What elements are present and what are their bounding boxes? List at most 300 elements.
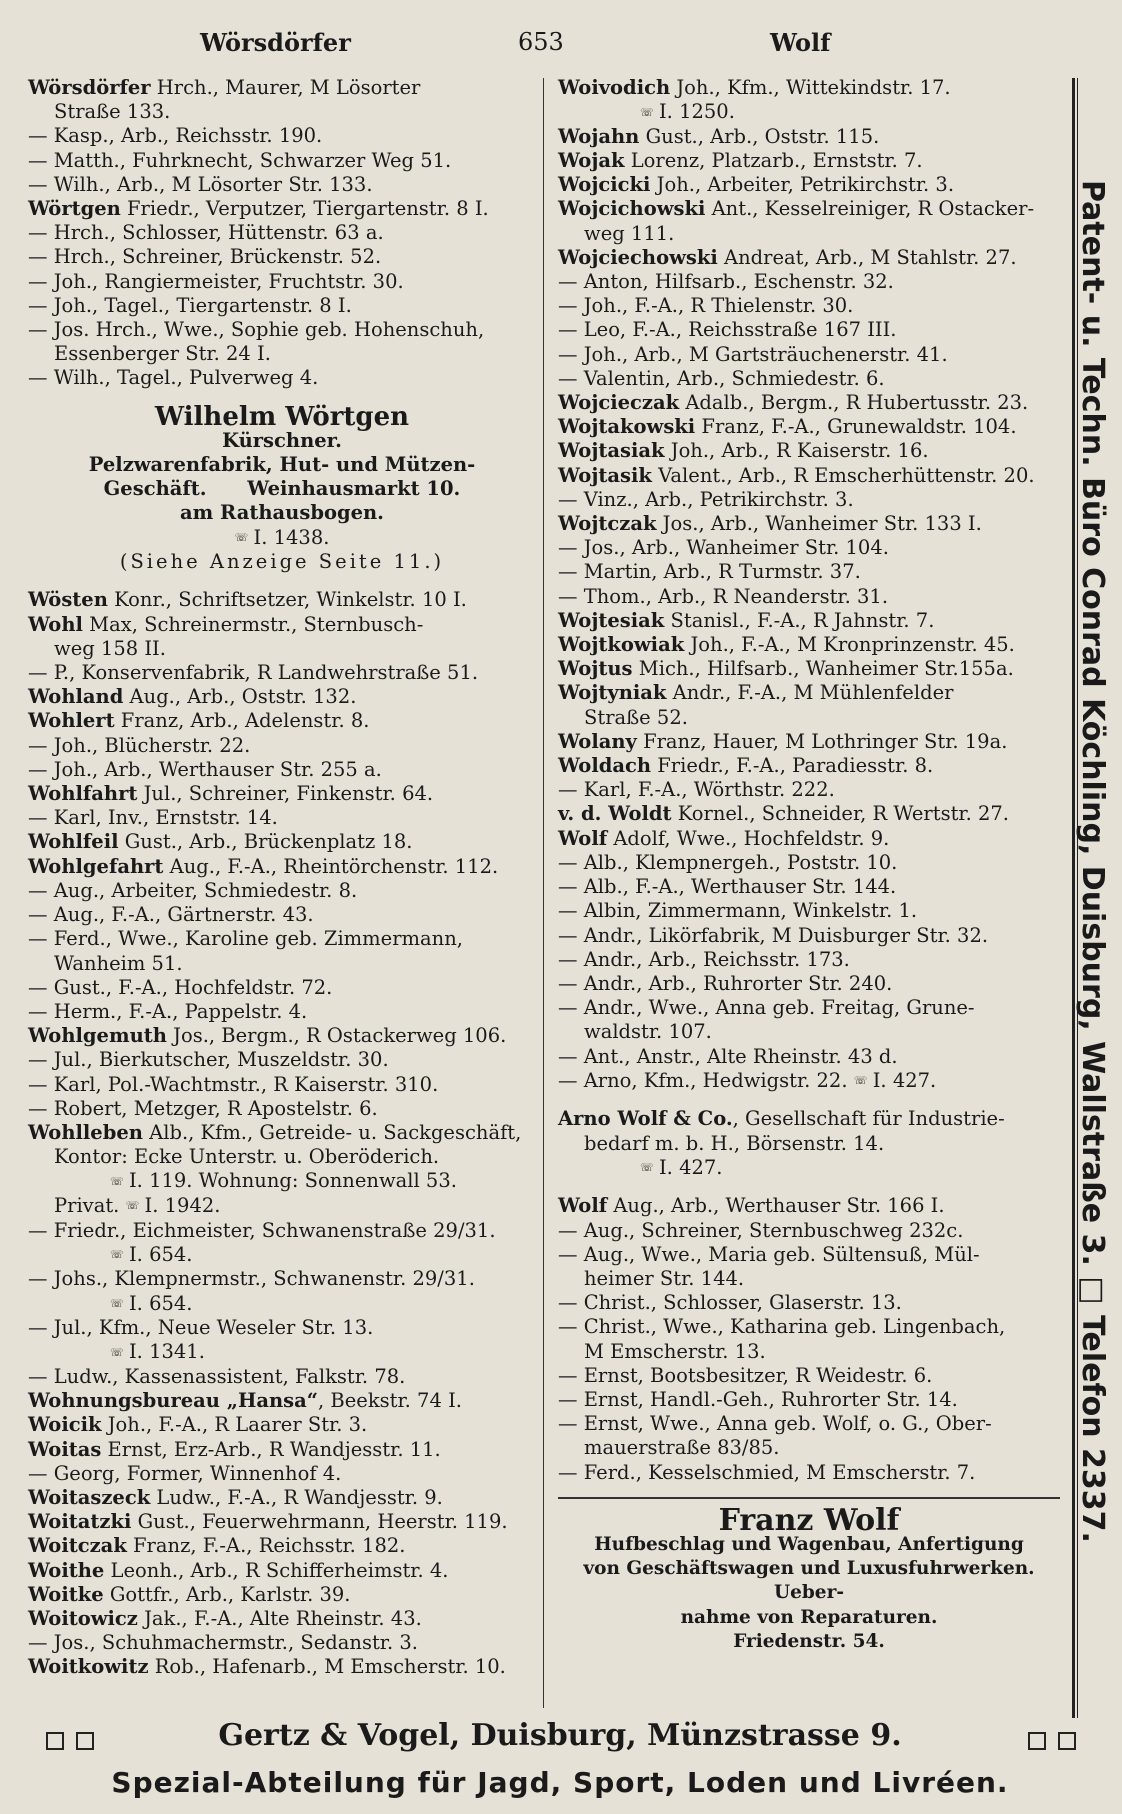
directory-entry	[558, 439, 1060, 463]
directory-entry	[28, 685, 536, 709]
directory-entry	[558, 924, 1060, 948]
directory-entry	[28, 1340, 536, 1365]
entry-text: — Wilh., Tagel., Pulverweg 4.	[28, 366, 319, 390]
entry-text: — Martin, Arb., R Turmstr. 37.	[558, 560, 861, 584]
entry-text: — Arno, Kfm., Hedwigstr. 22.	[558, 1068, 848, 1092]
directory-entry	[28, 1607, 536, 1631]
directory-entry	[28, 366, 536, 390]
entry-surname: Wohlgemuth	[28, 1024, 167, 1048]
directory-entry	[28, 1534, 536, 1558]
entry-surname: Wojtkowiak	[558, 633, 685, 657]
phone-icon: ☏	[110, 1248, 123, 1262]
ad-franz-line4: Friedenstr. 54.	[733, 1630, 885, 1652]
entry-text: — Leo, F.-A., Reichsstraße 167 III.	[558, 318, 897, 342]
entry-text: Adalb., Bergm., R Hubertusstr. 23.	[679, 391, 1029, 415]
directory-entry	[28, 1486, 536, 1510]
directory-entry	[28, 1365, 536, 1389]
right-column	[558, 76, 1060, 1654]
directory-entry	[28, 1583, 536, 1607]
directory-entry	[28, 927, 536, 951]
entry-text: Franz, F.-A., Grunewaldstr. 104.	[695, 415, 1017, 439]
ad-franz-line3: nahme von Reparaturen.	[680, 1606, 938, 1628]
page-header	[0, 22, 1122, 62]
directory-entry	[558, 1267, 1060, 1291]
entry-text: — Jul., Bierkutscher, Muszeldstr. 30.	[28, 1048, 389, 1072]
directory-entry	[558, 875, 1060, 899]
directory-entry	[558, 948, 1060, 972]
entry-text: Gust., Arb., Brückenplatz 18.	[118, 830, 413, 854]
entry-text: Joh., F.-A., R Laarer Str. 3.	[101, 1413, 368, 1437]
directory-entry	[558, 1364, 1060, 1388]
ad-woertgen-name: Wilhelm Wörtgen	[154, 401, 410, 432]
entry-text: — Alb., F.-A., Werthauser Str. 144.	[558, 875, 897, 899]
directory-entry	[28, 952, 536, 976]
entry-text: — Herm., F.-A., Pappelstr. 4.	[28, 999, 308, 1023]
entry-text: — Ernst, Wwe., Anna geb. Wolf, o. G., Ober-	[558, 1412, 992, 1436]
entry-text: — Jul., Kfm., Neue Weseler Str. 13.	[28, 1316, 374, 1340]
directory-entry	[558, 1291, 1060, 1315]
entry-surname: Woitas	[28, 1437, 102, 1461]
entry-surname: Woicik	[28, 1413, 102, 1437]
entry-text: Wanheim 51.	[54, 951, 183, 975]
ad-woertgen-phone: I. 1438.	[253, 525, 330, 549]
entry-text: Franz, Arb., Adelenstr. 8.	[114, 709, 370, 733]
directory-entry	[28, 270, 536, 294]
directory-entry	[558, 1436, 1060, 1460]
entry-surname: Wohland	[28, 685, 124, 709]
ad-arno-text: , Gesellschaft für Industrie-	[732, 1107, 1005, 1131]
ad-franz-line2: von Geschäftswagen und Luxusfuhrwerken. Ueber-	[583, 1558, 1035, 1604]
entry-text: Aug., F.-A., Rheintörchenstr. 112.	[163, 854, 499, 878]
entry-text: Kontor: Ecke Unterstr. u. Oberöderich.	[54, 1145, 440, 1169]
entry-text: — Aug., Arbeiter, Schmiedestr. 8.	[28, 878, 358, 902]
entry-text: — Joh., Rangiermeister, Fruchtstr. 30.	[28, 269, 404, 293]
directory-entry	[558, 76, 1060, 100]
directory-entry	[28, 903, 536, 927]
entry-surname: Wojtesiak	[558, 608, 665, 632]
directory-entry	[558, 512, 1060, 536]
ad-arno-line2: bedarf m. b. H., Börsenstr. 14.	[584, 1131, 885, 1155]
entry-text: Kornel., Schneider, R Wertstr. 27.	[671, 802, 1010, 826]
left-entries-2	[28, 588, 536, 1679]
ad-woertgen-line1: Kürschner.	[222, 428, 342, 452]
entry-surname: Woitczak	[28, 1534, 127, 1558]
entry-text: — Kasp., Arb., Reichsstr. 190.	[28, 124, 323, 148]
entry-surname: Woldach	[558, 754, 652, 778]
entry-text: — Joh., Arb., M Gartsträuchenerstr. 41.	[558, 342, 948, 366]
square-icon	[1058, 1732, 1076, 1750]
directory-entry	[28, 294, 536, 318]
directory-entry	[558, 899, 1060, 923]
entry-text: — Karl, Inv., Ernststr. 14.	[28, 806, 278, 830]
entry-text: Valent., Arb., R Emscherhüttenstr. 20.	[651, 463, 1035, 487]
entry-text: Essenberger Str. 24 I.	[54, 342, 271, 366]
entry-phone: I. 1942.	[138, 1193, 221, 1217]
entry-text: Andreat, Arb., M Stahlstr. 27.	[717, 245, 1017, 269]
directory-entry	[558, 1388, 1060, 1412]
directory-entry	[558, 1412, 1060, 1436]
entry-text: — Karl, Pol.-Wachtmstr., R Kaiserstr. 310.	[28, 1072, 439, 1096]
directory-entry	[558, 681, 1060, 705]
directory-entry	[558, 343, 1060, 367]
ad-arno-phone-row	[558, 1156, 1060, 1181]
entry-surname: Wojcicki	[558, 173, 651, 197]
directory-entry	[28, 879, 536, 903]
entry-text: — Joh., Tagel., Tiergartenstr. 8 I.	[28, 293, 352, 317]
entry-text: — Jos., Arb., Wanheimer Str. 104.	[558, 536, 889, 560]
entry-text: Jos., Bergm., R Ostackerweg 106.	[166, 1024, 507, 1048]
entry-surname: Wojtus	[558, 657, 633, 681]
entry-surname: Wohlfeil	[28, 830, 119, 854]
ad-franz-wolf	[558, 1502, 1060, 1654]
entry-text: — Johs., Klempnermstr., Schwanenstr. 29/31.	[28, 1267, 475, 1291]
entry-text: — Joh., F.-A., R Thielenstr. 30.	[558, 294, 854, 318]
entry-text: — Georg, Former, Winnenhof 4.	[28, 1461, 342, 1485]
directory-entry	[558, 585, 1060, 609]
directory-entry	[28, 1097, 536, 1121]
directory-entry	[28, 1000, 536, 1024]
entry-text: Gust., Feuerwehrmann, Heerstr. 119.	[131, 1510, 508, 1534]
separator-rule	[558, 1497, 1060, 1499]
entry-text: — Ludw., Kassenassistent, Falkstr. 78.	[28, 1364, 406, 1388]
entry-text: Mich., Hilfsarb., Wanheimer Str.155a.	[632, 657, 1014, 681]
directory-entry	[558, 1243, 1060, 1267]
entry-text: — Ernst, Bootsbesitzer, R Weidestr. 6.	[558, 1363, 933, 1387]
entry-text: Jak., F.-A., Alte Rheinstr. 43.	[137, 1606, 422, 1630]
entry-text: — Alb., Klempnergeh., Poststr. 10.	[558, 850, 898, 874]
entry-surname: Woithe	[28, 1558, 105, 1582]
header-right-keyword: Wolf	[770, 28, 831, 57]
entry-surname: Wojtakowski	[558, 415, 696, 439]
ad-woertgen-line3: Geschäft. Weinhausmarkt 10.	[103, 477, 461, 501]
entry-text: I. 1250.	[658, 100, 735, 124]
entry-text: Friedr., Verputzer, Tiergartenstr. 8 I.	[120, 197, 489, 221]
directory-entry	[558, 1219, 1060, 1243]
directory-entry	[28, 1655, 536, 1679]
directory-entry	[28, 830, 536, 854]
directory-entry	[558, 173, 1060, 197]
directory-entry	[558, 802, 1060, 826]
entry-text: — Vinz., Arb., Petrikirchstr. 3.	[558, 487, 854, 511]
directory-entry	[28, 318, 536, 342]
entry-text: — Andr., Arb., Reichsstr. 173.	[558, 947, 850, 971]
directory-entry	[558, 197, 1060, 221]
directory-entry	[28, 855, 536, 879]
entry-text: — Anton, Hilfsarb., Eschenstr. 32.	[558, 270, 894, 294]
entry-text: — Joh., Blücherstr. 22.	[28, 733, 251, 757]
directory-entry	[28, 1048, 536, 1072]
entry-text: heimer Str. 144.	[584, 1266, 745, 1290]
entry-text: Adolf, Wwe., Hochfeldstr. 9.	[607, 826, 890, 850]
directory-entry	[28, 1024, 536, 1048]
ad-arno-phone: I. 427.	[658, 1155, 723, 1179]
directory-entry	[558, 609, 1060, 633]
directory-entry	[28, 1169, 536, 1194]
directory-entry	[558, 657, 1060, 681]
directory-entry	[558, 1194, 1060, 1218]
directory-entry	[558, 560, 1060, 584]
directory-entry	[558, 706, 1060, 730]
entry-text: I. 119. Wohnung: Sonnenwall 53.	[128, 1169, 457, 1193]
entry-surname: Wösten	[28, 588, 108, 612]
entry-surname: Wörtgen	[28, 197, 121, 221]
entry-surname: Woitaszeck	[28, 1485, 151, 1509]
entry-text: — Ant., Anstr., Alte Rheinstr. 43 d.	[558, 1044, 898, 1068]
entry-text: Lorenz, Platzarb., Ernststr. 7.	[624, 149, 923, 172]
entry-text: Rob., Hafenarb., M Emscherstr. 10.	[148, 1655, 506, 1679]
entry-text: Franz, F.-A., Reichsstr. 182.	[126, 1534, 406, 1558]
phone-icon: ☏	[110, 1345, 123, 1359]
square-icon	[1028, 1732, 1046, 1750]
directory-entry	[28, 149, 536, 173]
entry-text: I. 1341.	[128, 1340, 205, 1364]
entry-text: Aug., Arb., Werthauser Str. 166 I.	[607, 1194, 945, 1218]
ad-woertgen	[28, 401, 536, 575]
side-banner-text: Patent- u. Techn. Büro Conrad Köchling, Duisburg, Wallstraße 3. □ Telefon 2337.	[1075, 180, 1110, 1543]
entry-text: waldstr. 107.	[584, 1020, 712, 1044]
directory-entry	[28, 637, 536, 661]
directory-entry	[558, 1461, 1060, 1485]
directory-entry	[558, 488, 1060, 512]
directory-entry	[558, 367, 1060, 391]
entry-surname: Wojtasik	[558, 463, 652, 487]
phone-icon: ☏	[125, 1199, 139, 1213]
header-left-keyword: Wörsdörfer	[200, 28, 351, 57]
entry-text: I. 654.	[128, 1291, 193, 1315]
entry-text: — Ferd., Wwe., Karoline geb. Zimmermann,	[28, 927, 463, 951]
right-entries-1	[558, 76, 1060, 1093]
entry-surname: Wolf	[558, 1194, 608, 1218]
directory-entry	[28, 734, 536, 758]
entry-text: — Friedr., Eichmeister, Schwanenstraße 29/31.	[28, 1218, 496, 1242]
footer-advert	[0, 1718, 1122, 1814]
entry-surname: Wohlfahrt	[28, 782, 138, 806]
directory-entry	[28, 221, 536, 245]
directory-entry	[28, 1121, 536, 1145]
entry-text: — Thom., Arb., R Neanderstr. 31.	[558, 584, 889, 608]
entry-text: — Hrch., Schlosser, Hüttenstr. 63 a.	[28, 221, 384, 245]
directory-entry	[558, 100, 1060, 125]
directory-entry	[558, 125, 1060, 149]
entry-text: Leonh., Arb., R Schifferheimstr. 4.	[104, 1558, 449, 1582]
directory-entry	[28, 124, 536, 148]
entry-text: Ernst, Erz-Arb., R Wandjesstr. 11.	[101, 1437, 441, 1461]
entry-text: — Jos. Hrch., Wwe., Sophie geb. Hohenschuh,	[28, 318, 485, 342]
directory-entry	[558, 318, 1060, 342]
entry-text: — Joh., Arb., Werthauser Str. 255 a.	[28, 757, 382, 781]
directory-entry	[558, 294, 1060, 318]
entry-text: Jos., Arb., Wanheimer Str. 133 I.	[656, 512, 982, 536]
entry-text: — Gust., F.-A., Hochfeldstr. 72.	[28, 975, 333, 999]
ad-arno-wolf	[558, 1107, 1060, 1180]
entry-text: — Matth., Fuhrknecht, Schwarzer Weg 51.	[28, 148, 452, 172]
entry-text: Hrch., Maurer, M Lösorter	[150, 76, 421, 99]
phone-icon: ☏	[640, 105, 653, 119]
entry-text: — Aug., Schreiner, Sternbuschweg 232c.	[558, 1218, 964, 1242]
entry-text: Straße 52.	[584, 705, 688, 729]
entry-text: — Jos., Schuhmachermstr., Sedanstr. 3.	[28, 1631, 418, 1655]
entry-text: — Karl, F.-A., Wörthstr. 222.	[558, 778, 835, 802]
ad-arno-name: Arno Wolf & Co.	[558, 1107, 733, 1131]
directory-entry	[28, 1316, 536, 1340]
entry-text: — Christ., Schlosser, Glaserstr. 13.	[558, 1291, 902, 1315]
directory-entry	[28, 709, 536, 733]
entry-text: Aug., Arb., Oststr. 132.	[123, 685, 357, 709]
left-entries-1	[28, 76, 536, 391]
entry-surname: Wojciechowski	[558, 245, 718, 269]
entry-text: — Aug., Wwe., Maria geb. Sültensuß, Mül-	[558, 1242, 980, 1266]
entry-surname: Wohl	[28, 612, 83, 636]
entry-text: Joh., Kfm., Wittekindstr. 17.	[670, 76, 951, 99]
footer-line1: Gertz & Vogel, Duisburg, Münzstrasse 9.	[218, 1718, 902, 1753]
entry-surname: Wolf	[558, 826, 608, 850]
directory-entry	[558, 1069, 1060, 1094]
directory-entry	[28, 245, 536, 269]
directory-entry	[28, 100, 536, 124]
directory-entry	[28, 1559, 536, 1583]
directory-entry	[28, 782, 536, 806]
directory-entry	[28, 1243, 536, 1268]
entry-surname: Wojahn	[558, 124, 640, 148]
footer-squares-right	[1022, 1730, 1082, 1750]
ad-franz-line1: Hufbeschlag und Wagenbau, Anfertigung	[594, 1533, 1024, 1555]
entry-text: — Hrch., Schreiner, Brückenstr. 52.	[28, 245, 382, 269]
directory-entry	[28, 76, 536, 100]
directory-entry	[28, 588, 536, 612]
phone-icon: ☏	[110, 1174, 123, 1188]
entry-text: I. 654.	[128, 1242, 193, 1266]
entry-surname: Woitke	[28, 1582, 104, 1606]
directory-entry	[28, 197, 536, 221]
ad-arno-line1	[558, 1107, 1060, 1131]
directory-entry	[558, 415, 1060, 439]
ad-woertgen-line4: am Rathausbogen.	[180, 501, 384, 525]
directory-entry	[28, 661, 536, 685]
directory-entry	[558, 1315, 1060, 1339]
entry-text: — Wilh., Arb., M Lösorter Str. 133.	[28, 172, 373, 196]
directory-entry	[28, 173, 536, 197]
directory-entry	[28, 1389, 536, 1413]
entry-text: Ludw., F.-A., R Wandjesstr. 9.	[150, 1485, 443, 1509]
entry-surname: Wojcieczak	[558, 391, 680, 415]
directory-entry	[28, 342, 536, 366]
entry-surname: Woivodich	[558, 76, 671, 99]
phone-icon: ☏	[234, 531, 248, 545]
ad-woertgen-note: (Siehe Anzeige Seite 11.)	[119, 550, 445, 574]
entry-text: Stanisl., F.-A., R Jahnstr. 7.	[664, 608, 935, 632]
ad-woertgen-line2: Pelzwarenfabrik, Hut- und Mützen-	[88, 453, 476, 477]
page-number: 653	[518, 28, 564, 56]
directory-entry	[558, 222, 1060, 246]
entry-surname: Woitatzki	[28, 1510, 132, 1534]
directory-entry	[558, 536, 1060, 560]
directory-entry	[28, 1145, 536, 1169]
entry-surname: Woitkowitz	[28, 1655, 149, 1679]
directory-entry	[28, 1267, 536, 1291]
directory-entry	[558, 270, 1060, 294]
left-column	[28, 76, 536, 1680]
entry-surname: v. d. Woldt	[558, 802, 672, 826]
entry-surname: Wojtyniak	[558, 681, 667, 705]
entry-text: — Andr., Likörfabrik, M Duisburger Str. 32.	[558, 923, 989, 947]
directory-entry	[558, 754, 1060, 778]
entry-text: Joh., Arb., R Kaiserstr. 16.	[664, 439, 929, 463]
entry-text: Friedr., F.-A., Paradiesstr. 8.	[651, 754, 934, 778]
directory-entry	[558, 851, 1060, 875]
entry-text: — Ferd., Kesselschmied, M Emscherstr. 7.	[558, 1460, 976, 1484]
entry-surname: Wojcichowski	[558, 197, 706, 221]
entry-text: Jul., Schreiner, Finkenstr. 64.	[137, 782, 434, 806]
footer-line2: Spezial-Abteilung für Jagd, Sport, Loden und Livréen.	[111, 1766, 1009, 1799]
entry-text: — Valentin, Arb., Schmiedestr. 6.	[558, 366, 885, 390]
entry-text: — Aug., F.-A., Gärtnerstr. 43.	[28, 903, 314, 927]
ad-woertgen-phone-row	[28, 526, 536, 551]
entry-text: mauerstraße 83/85.	[584, 1436, 780, 1460]
directory-entry	[28, 1631, 536, 1655]
entry-text: M Emscherstr. 13.	[584, 1339, 766, 1363]
entry-surname: Wojtasiak	[558, 439, 665, 463]
phone-icon: ☏	[640, 1161, 653, 1175]
directory-entry	[558, 827, 1060, 851]
directory-entry	[558, 391, 1060, 415]
directory-entry	[28, 1510, 536, 1534]
directory-entry	[558, 996, 1060, 1020]
entry-text: Andr., F.-A., M Mühlenfelder	[666, 681, 954, 705]
directory-entry	[28, 1219, 536, 1243]
entry-text: weg 111.	[584, 221, 675, 245]
column-divider	[543, 78, 544, 1708]
entry-phone: I. 427.	[866, 1068, 937, 1092]
directory-entry	[28, 1292, 536, 1317]
entry-text: Privat.	[54, 1193, 120, 1217]
directory-entry	[28, 758, 536, 782]
directory-entry	[558, 246, 1060, 270]
entry-surname: Wojak	[558, 149, 625, 172]
entry-text: Alb., Kfm., Getreide- u. Sackgeschäft,	[142, 1120, 522, 1144]
directory-entry	[558, 149, 1060, 173]
directory-entry	[28, 1413, 536, 1437]
entry-text: Joh., F.-A., M Kronprinzenstr. 45.	[684, 633, 1015, 657]
entry-text: — Andr., Arb., Ruhrorter Str. 240.	[558, 971, 893, 995]
entry-text: Gottfr., Arb., Karlstr. 39.	[103, 1582, 351, 1606]
entry-text: , Beekstr. 74 I.	[318, 1389, 462, 1413]
entry-text: — Ernst, Handl.-Geh., Ruhrorter Str. 14.	[558, 1387, 958, 1411]
directory-entry	[28, 1073, 536, 1097]
entry-surname: Wolany	[558, 729, 637, 753]
directory-entry	[28, 613, 536, 637]
ad-franz-name: Franz Wolf	[718, 1502, 900, 1538]
entry-text: Joh., Arbeiter, Petrikirchstr. 3.	[650, 173, 955, 197]
entry-text: — Christ., Wwe., Katharina geb. Lingenbach,	[558, 1315, 1006, 1339]
entry-text: — P., Konservenfabrik, R Landwehrstraße 51.	[28, 661, 479, 685]
entry-text: Franz, Hauer, M Lothringer Str. 19a.	[636, 729, 1008, 753]
directory-entry	[558, 1045, 1060, 1069]
directory-entry	[558, 972, 1060, 996]
directory-entry	[558, 778, 1060, 802]
entry-text: Konr., Schriftsetzer, Winkelstr. 10 I.	[107, 588, 467, 612]
entry-text: — Andr., Wwe., Anna geb. Freitag, Grune-	[558, 996, 975, 1020]
entry-text: — Albin, Zimmermann, Winkelstr. 1.	[558, 899, 918, 923]
entry-text: weg 158 II.	[54, 636, 166, 660]
right-entries-2	[558, 1194, 1060, 1484]
entry-surname: Wohlgefahrt	[28, 854, 164, 878]
entry-text: Straße 133.	[54, 100, 171, 124]
directory-entry	[558, 1020, 1060, 1044]
entry-text: Gust., Arb., Oststr. 115.	[639, 124, 880, 148]
directory-entry	[28, 1194, 536, 1219]
entry-text: Max, Schreinermstr., Sternbusch-	[82, 612, 424, 636]
directory-entry	[28, 806, 536, 830]
